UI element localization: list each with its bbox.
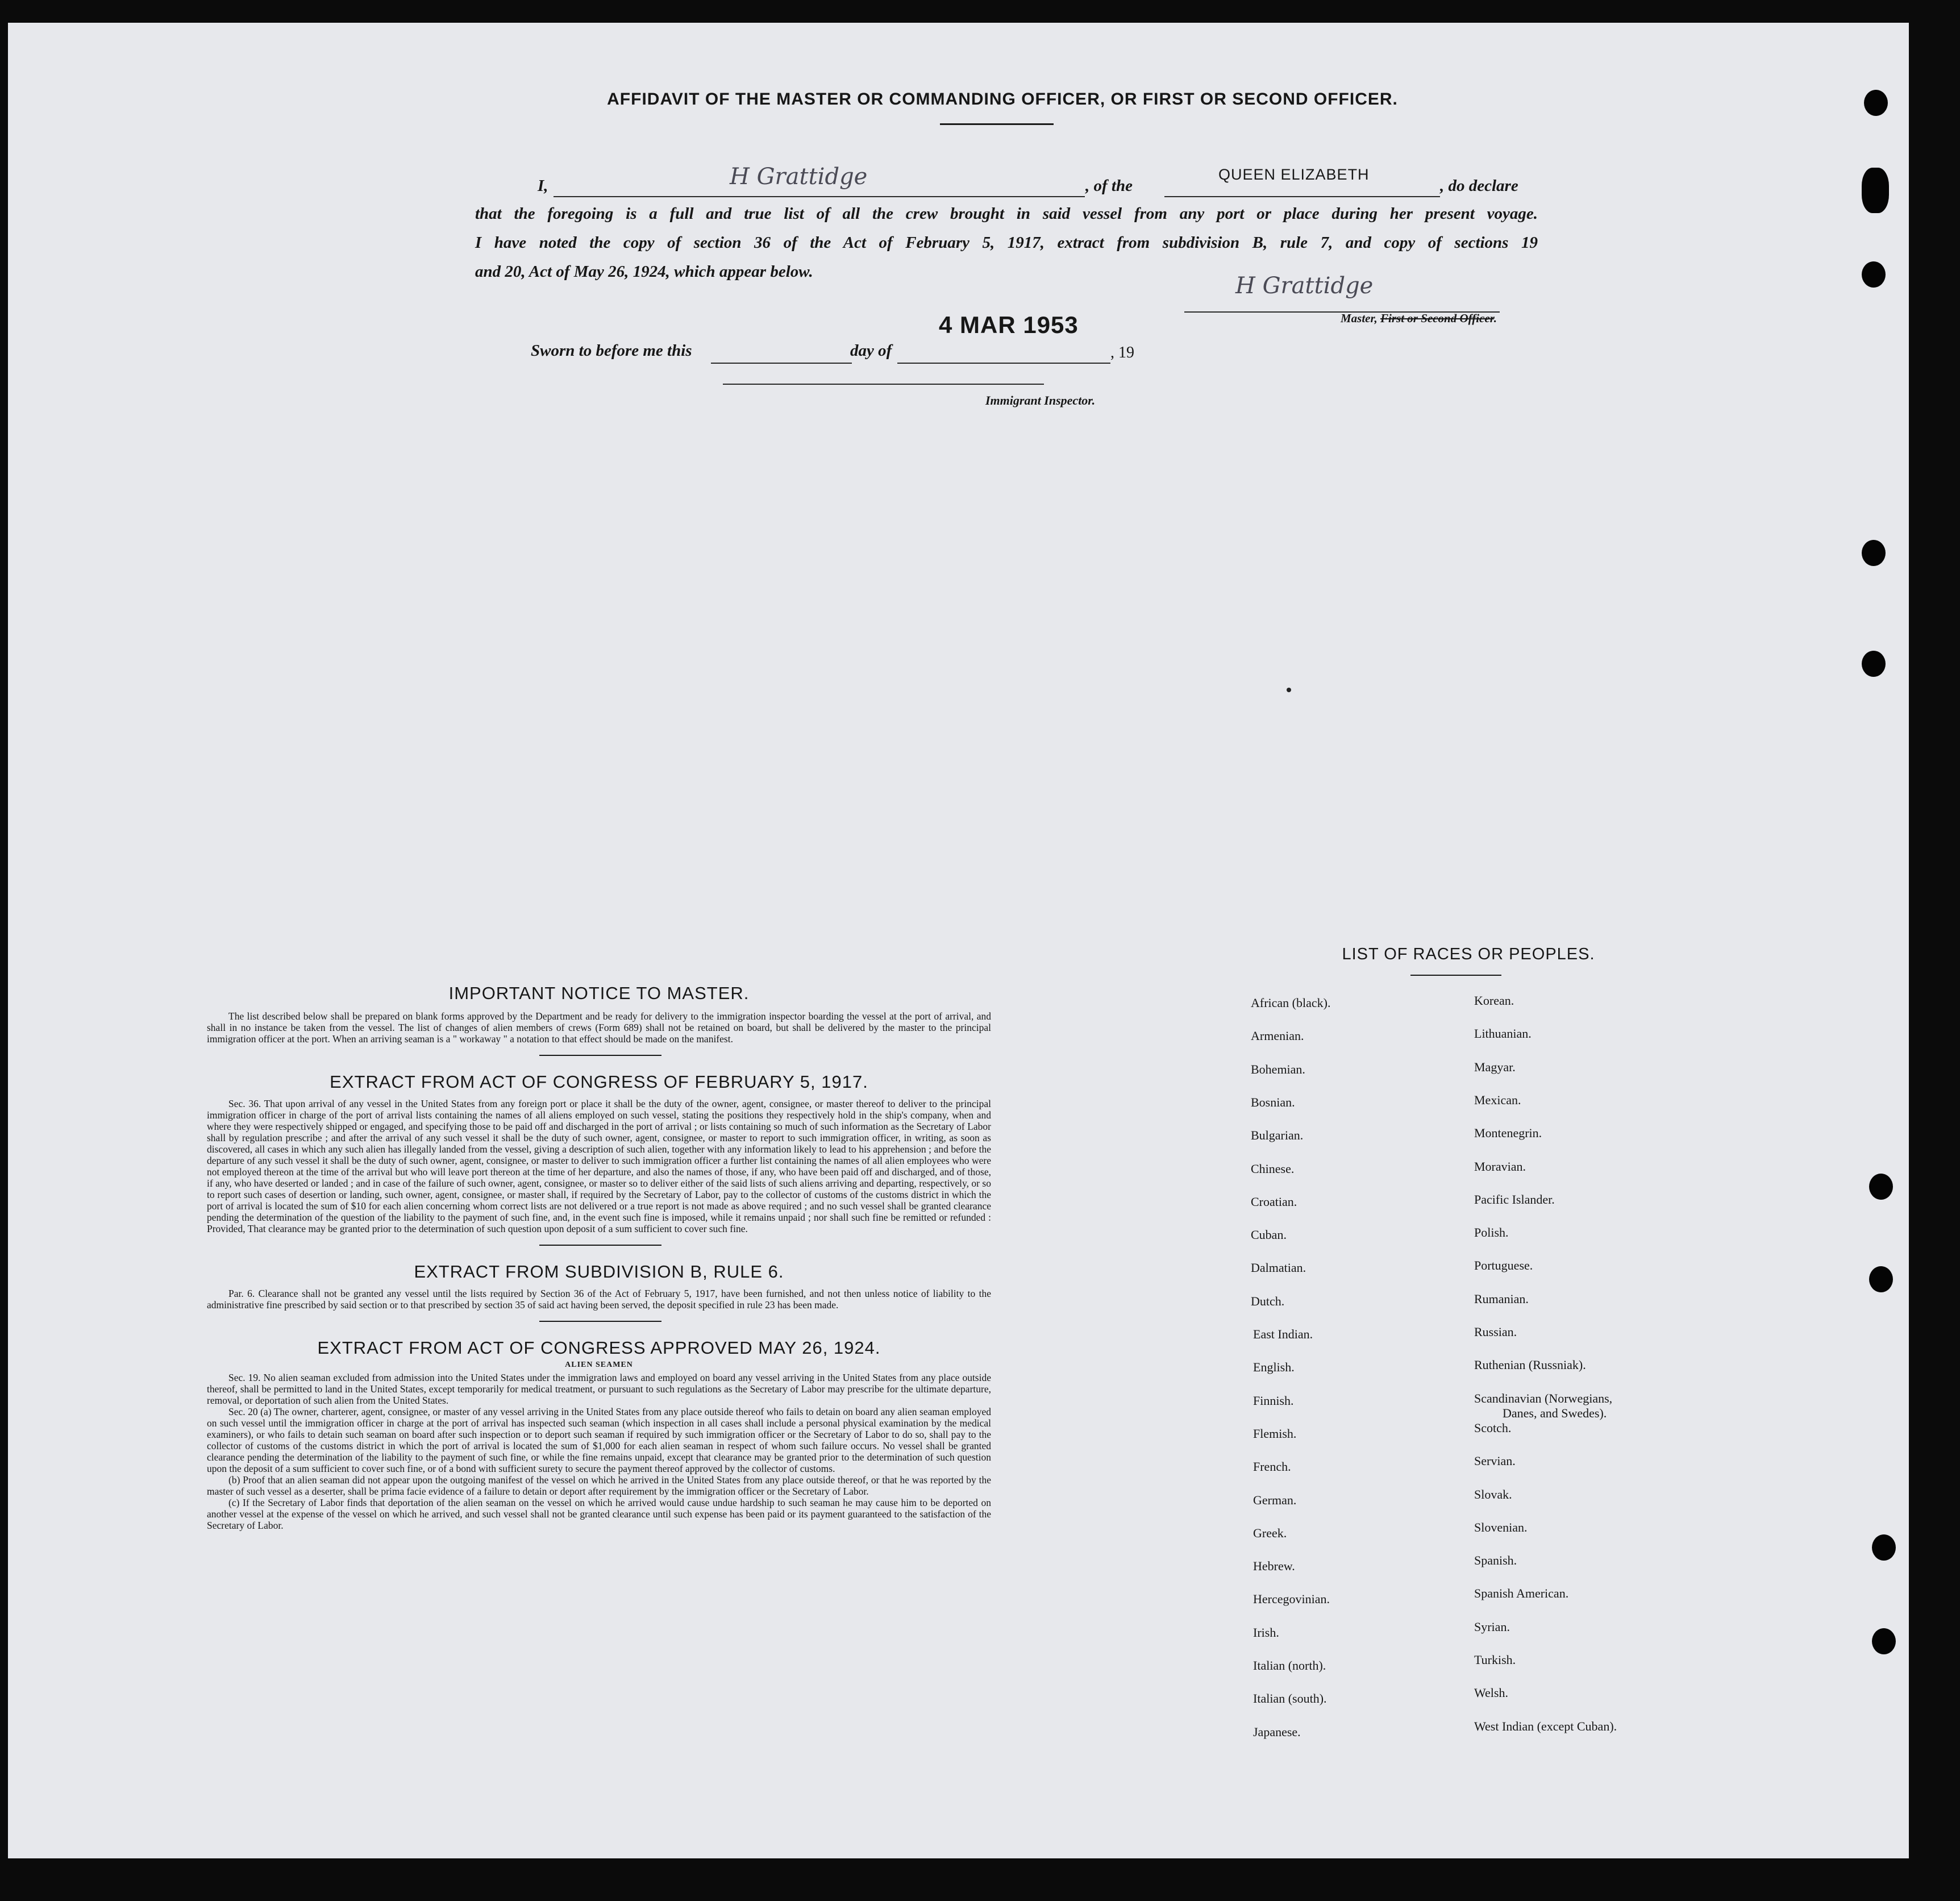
divider	[539, 1245, 661, 1246]
punch-hole	[1862, 261, 1886, 288]
sworn-day-line	[711, 363, 852, 364]
races-title-underline	[1410, 975, 1501, 976]
race-item-right: Russian.	[1474, 1325, 1517, 1339]
race-item-left: Cuban.	[1251, 1228, 1287, 1242]
race-item-left: German.	[1253, 1492, 1297, 1507]
extract1924-sec19: Sec. 19. No alien seaman excluded from admission into the United States under the immigration laws and employed on board any vessel arriving in the United States from any place outside thereof, shall be permitted to land in the United States, except temporarily for medical treatment, or pursuant to such regulations as the Secretary of Labor may prescribe for the ultimate departure, removal, or deportation of such alien from the United States.	[207, 1372, 991, 1406]
race-item-left: Italian (south).	[1253, 1691, 1327, 1706]
master-signature: H Grattidge	[1235, 273, 1374, 299]
punch-hole	[1862, 540, 1886, 566]
race-item-left: Dutch.	[1251, 1293, 1285, 1308]
notice-body-block	[207, 1010, 991, 1045]
race-item-left: Hercegovinian.	[1253, 1592, 1330, 1607]
affidavit-body-line2: that the foregoing is a full and true list of all the crew brought in said vessel from any port or place during her present voyage.	[475, 205, 1538, 223]
race-item-right: Rumanian.	[1474, 1291, 1529, 1306]
document-page	[8, 23, 1909, 1858]
extract1924-title: EXTRACT FROM ACT OF CONGRESS APPROVED MAY 26, 1924.	[317, 1338, 881, 1358]
notice-body: The list described below shall be prepared on blank forms approved by the Department and be ready for delivery to the immigration inspector boarding the vessel at the port of arrival, and shall in no instance be taken from the vessel. The list of changes of alien members of crews (Form 689) shall not be retained on board, but shall be delivered by the master to the principal immigration officer at the port. When an arriving seaman is a " workaway " a notation to that effect should be made on the manifest.	[207, 1010, 991, 1045]
race-item-right: Slovenian.	[1474, 1520, 1528, 1534]
races-title: LIST OF RACES OR PEOPLES.	[1342, 945, 1595, 963]
punch-hole	[1862, 651, 1886, 677]
race-item-right: Montenegrin.	[1474, 1126, 1542, 1141]
race-item-left: French.	[1253, 1459, 1291, 1474]
race-item-right: Mexican.	[1474, 1092, 1521, 1107]
race-item-right: Scotch.	[1474, 1420, 1512, 1435]
race-item-left: Croatian.	[1251, 1194, 1297, 1209]
extract1924-sec20c: (c) If the Secretary of Labor finds that deportation of the alien seaman on the vessel on which he arrived would cause undue hardship to such seaman he may cause him to be deported on another vessel at the expense of the vessel on which he arrived, and such vessel shall not be granted clearance until such expense has been paid or its payment guaranteed to the satisfaction of the Secretary of Labor.	[207, 1497, 991, 1531]
race-item-right: Polish.	[1474, 1225, 1509, 1240]
extractRule6-body: Par. 6. Clearance shall not be granted any vessel until the lists required by Section 36 of the Act of February 5, 1917, have been furnished, and not then unless notice of liability to the administrative fine prescribed by said section or to that prescribed by section 35 of said act having been served, the deposit specified in rule 23 has been made.	[207, 1288, 991, 1311]
race-item-left: Finnish.	[1253, 1393, 1294, 1408]
race-item-left: Dalmatian.	[1251, 1261, 1306, 1275]
extract1917-body: Sec. 36. That upon arrival of any vessel in the United States from any foreign port or place it shall be the duty of the owner, agent, consignee, or master thereof to deliver to the principal immigration officer in charge of the port of arrival lists containing the names of all aliens employed on such vessel, stating the positions they respectively hold in the ship's company, when and where they were respectively shipped or engaged, and specifying those to be paid off and discharged in the port of arrival ; or lists containing so much of such information as the Secretary of Labor shall by regulation prescribe ; and after the arrival of any such vessel it shall be the duty of such owner, agent, consignee, or master to report to such immigration officer, in writing, as soon as discovered, all cases in which any such alien has illegally landed from the vessel, giving a description of such alien, together with any information likely to lead to his apprehension ; and before the departure of any such vessel it shall be the duty of such owner, agent, consignee, or master to deliver to such immigration officer a further list containing the names of all alien employees who were not employed thereon at the time of the arrival but who will leave port thereon at the time of her departure, and also the names of those, if any, who have been paid off and discharged, and of those, if any, who have deserted or landed ; and in case of the failure of such owner, agent, consignee, or master so to deliver either of the said lists of such aliens arriving and departing, respectively, or so to report such cases of desertion or landing, such owner, agent, consignee, or master shall, if required by the Secretary of Labor, pay to the collector of customs of the customs district in which the port of arrival is located the sum of $10 for each alien concerning whom correct lists are not delivered or a true report is not made as above required ; and no such vessel shall be granted clearance pending the determination of the question of the liability to the payment of such fine, and, in the event such fine is imposed, while it remains unpaid ; nor shall such fine be remitted or refunded : Provided, That clearance may be granted prior to the determination of such question upon deposit of a sum sufficient to cover such fine.	[207, 1098, 991, 1234]
race-item-right: Syrian.	[1474, 1619, 1510, 1634]
race-item-right: Servian.	[1474, 1454, 1516, 1469]
inspector-label: Immigrant Inspector.	[985, 393, 1096, 407]
sworn-prefix: Sworn to before me this	[531, 342, 692, 360]
affidavit-of-the: , of the	[1085, 177, 1133, 195]
race-item-right: Ruthenian (Russniak).	[1474, 1358, 1586, 1372]
name-signature: H Grattidge	[730, 164, 868, 190]
race-item-left: Armenian.	[1251, 1029, 1304, 1043]
race-item-left: Japanese.	[1253, 1724, 1301, 1739]
race-item-right: Lithuanian.	[1474, 1026, 1532, 1041]
extract1917-body-block	[207, 1098, 991, 1234]
race-item-right: Portuguese.	[1474, 1258, 1533, 1273]
punch-hole	[1872, 1628, 1896, 1654]
sworn-month-line	[897, 363, 1110, 364]
vessel-name: QUEEN ELIZABETH	[1218, 166, 1370, 183]
scan-speck	[1287, 688, 1291, 692]
race-item-right: Pacific Islander.	[1474, 1192, 1555, 1207]
extract1924-body-block	[207, 1372, 991, 1531]
race-item-left: Bosnian.	[1251, 1095, 1295, 1109]
race-item-left: Bulgarian.	[1251, 1128, 1304, 1143]
race-item-right-continuation: Danes, and Swedes).	[1503, 1405, 1607, 1420]
race-item-right: Spanish American.	[1474, 1586, 1569, 1601]
date-stamp: 4 MAR 1953	[939, 311, 1079, 338]
affidavit-line1-i: I,	[538, 177, 548, 195]
race-item-left: Italian (north).	[1253, 1658, 1326, 1673]
race-item-right: Welsh.	[1474, 1686, 1508, 1700]
race-item-left: Irish.	[1253, 1625, 1279, 1640]
name-field-line	[554, 196, 1085, 197]
master-struck-text: First or Second Officer	[1380, 311, 1494, 325]
race-item-right: Spanish.	[1474, 1553, 1517, 1568]
extractRule6-body-block	[207, 1288, 991, 1311]
affidavit-body-line3: I have noted the copy of section 36 of the Act of February 5, 1917, extract from subdivision B, rule 7, and copy of sections 19	[475, 234, 1538, 252]
title-underline	[940, 123, 1054, 125]
master-period: .	[1493, 311, 1497, 325]
race-item-left: Greek.	[1253, 1525, 1287, 1540]
race-item-left: Hebrew.	[1253, 1559, 1295, 1574]
master-label: Master,	[1341, 311, 1378, 325]
sworn-year-prefix: , 19	[1110, 344, 1134, 361]
race-item-left: Bohemian.	[1251, 1062, 1305, 1076]
race-item-right: Moravian.	[1474, 1159, 1526, 1174]
punch-hole	[1869, 1266, 1893, 1292]
punch-hole	[1869, 1174, 1893, 1200]
affidavit-title: AFFIDAVIT OF THE MASTER OR COMMANDING OFFICER, OR FIRST OR SECOND OFFICER.	[607, 90, 1398, 109]
race-item-right: Turkish.	[1474, 1653, 1516, 1667]
race-item-left: African (black).	[1251, 996, 1331, 1010]
race-item-right: Slovak.	[1474, 1487, 1512, 1501]
punch-hole	[1862, 168, 1889, 213]
divider	[539, 1055, 661, 1056]
affidavit-body-line4: and 20, Act of May 26, 1924, which appear below.	[475, 263, 813, 281]
master-label-block	[1341, 311, 1497, 326]
race-item-left: Flemish.	[1253, 1426, 1297, 1441]
notice-title: IMPORTANT NOTICE TO MASTER.	[448, 983, 750, 1003]
extract1917-title: EXTRACT FROM ACT OF CONGRESS OF FEBRUARY 5, 1917.	[330, 1072, 868, 1092]
extract1924-subtitle: ALIEN SEAMEN	[565, 1361, 633, 1369]
punch-hole	[1872, 1534, 1896, 1561]
race-item-left: English.	[1253, 1360, 1295, 1375]
vessel-field-line	[1164, 196, 1440, 197]
extract1924-sec20b: (b) Proof that an alien seaman did not appear upon the outgoing manifest of the vessel on which he arrived in the United States from any place outside thereof, or that he was reported by the master of such vessel as a deserter, shall be prima facie evidence of a failure to detain or deport after requirement by the immigration officer or the Secretary of Labor.	[207, 1474, 991, 1497]
punch-hole	[1864, 90, 1888, 116]
race-item-right: Korean.	[1474, 993, 1514, 1008]
race-item-left: East Indian.	[1253, 1327, 1313, 1341]
inspector-signature-line	[723, 384, 1044, 385]
affidavit-do-declare: , do declare	[1440, 177, 1518, 195]
sworn-day-of: day of	[850, 342, 892, 360]
extract1924-sec20a: Sec. 20 (a) The owner, charterer, agent, consignee, or master of any vessel arriving in the United States from any place outside thereof who fails to detain on board any alien seaman employed on such vessel until the immigration officer in charge at the port of arrival has inspected such seaman (which inspection in all cases shall include a personal physical examination by the medical examiners), or who fails to detain such seaman on board after such inspection or to deport such seaman if required by such immigration officer or the Secretary of Labor to do so, shall pay to the collector of customs of the customs district in which the port of arrival is located the sum of $1,000 for each alien seaman in respect of whom such failure occurs. No vessel shall be granted clearance pending the determination of the liability to the payment of such fine, or while the fine remains unpaid, except that clearance may be granted prior to the determination of such question upon the deposit of a sum sufficient to cover such fine, or of a bond with sufficient surety to secure the payment thereof approved by the collector of customs.	[207, 1406, 991, 1474]
race-item-right: West Indian (except Cuban).	[1474, 1719, 1617, 1733]
notice-section	[207, 983, 991, 1531]
race-item-left: Chinese.	[1251, 1161, 1295, 1176]
race-item-right: Magyar.	[1474, 1059, 1516, 1074]
extractRule6-title: EXTRACT FROM SUBDIVISION B, RULE 6.	[414, 1262, 784, 1282]
divider	[539, 1321, 661, 1322]
race-item-right: Scandinavian (Norwegians,	[1474, 1391, 1613, 1405]
